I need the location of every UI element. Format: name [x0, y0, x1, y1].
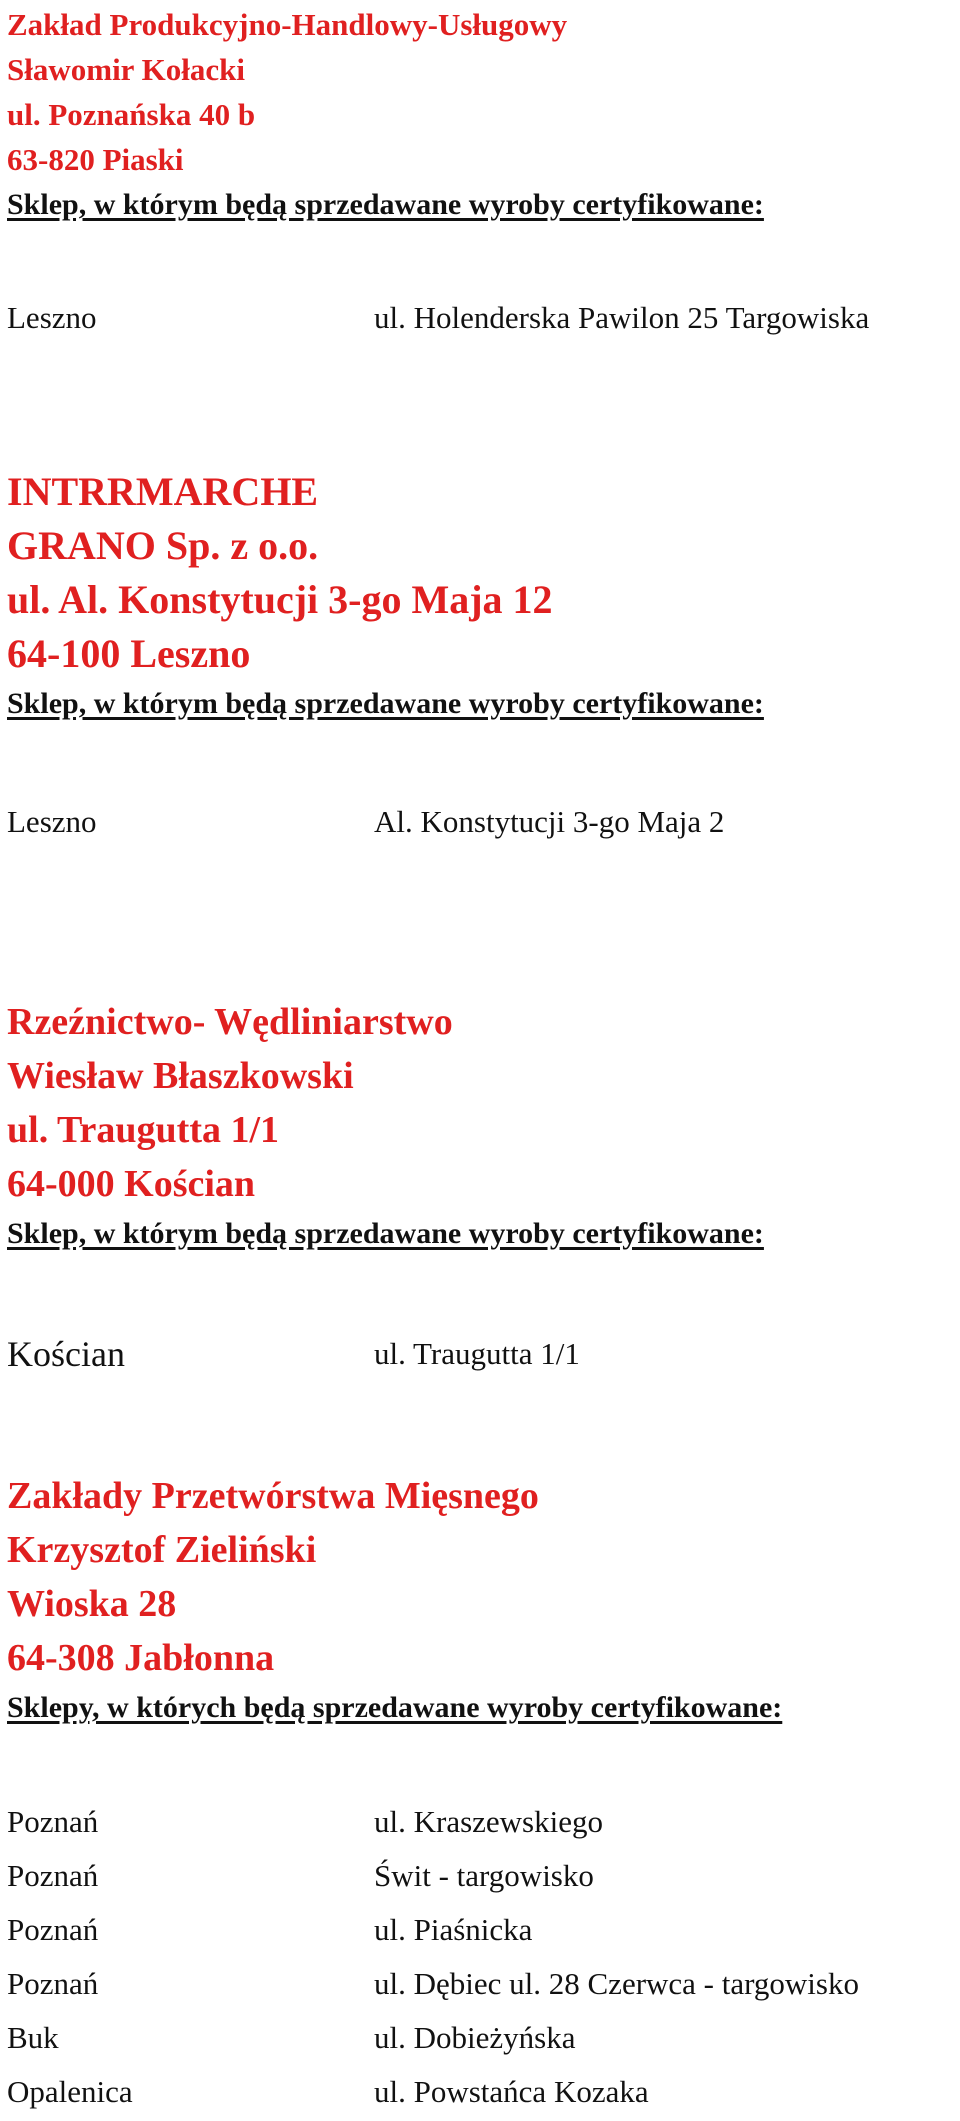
shop-address: Świt - targowisko	[374, 1858, 594, 1893]
shop-address: ul. Dobieżyńska	[374, 2020, 576, 2055]
entry-2-header	[7, 465, 947, 727]
entry-3-shop-heading: Sklep, w którym będą sprzedawane wyroby certyfikowane:	[7, 1217, 764, 1250]
shop-address: ul. Traugutta 1/1	[374, 1336, 580, 1371]
shop-address: ul. Dębiec ul. 28 Czerwca - targowisko	[374, 1966, 859, 2001]
entry-2-shop-heading: Sklep, w którym będą sprzedawane wyroby certyfikowane:	[7, 687, 764, 720]
shop-city: Opalenica	[7, 2074, 133, 2109]
entry-1-street: ul. Poznańska 40 b	[7, 97, 256, 132]
entry-4-street: Wioska 28	[7, 1583, 177, 1625]
shop-city: Buk	[7, 2020, 59, 2055]
shop-city: Kościan	[7, 1334, 125, 1374]
shop-address: ul. Powstańca Kozaka	[374, 2074, 649, 2109]
entry-3-street: ul. Traugutta 1/1	[7, 1109, 280, 1151]
shop-city: Poznań	[7, 1966, 99, 2001]
shop-address: ul. Kraszewskiego	[374, 1804, 603, 1839]
shop-address: ul. Holenderska Pawilon 25 Targowiska	[374, 300, 870, 335]
entry-3-name-line-1: Rzeźnictwo- Wędliniarstwo	[7, 1001, 453, 1043]
shop-city: Leszno	[7, 300, 97, 335]
shop-city: Leszno	[7, 804, 97, 839]
entry-2-name-line-2: GRANO Sp. z o.o.	[7, 523, 319, 568]
entry-4-postal-city: 64-308 Jabłonna	[7, 1637, 275, 1679]
entry-2-postal-city: 64-100 Leszno	[7, 631, 251, 676]
entry-1-name-line-2: Sławomir Kołacki	[7, 52, 245, 87]
entry-1-header	[7, 2, 947, 228]
entry-4-header	[7, 1469, 947, 1731]
entry-3-name-line-2: Wiesław Błaszkowski	[7, 1055, 354, 1097]
entry-2-name-line-1: INTRRMARCHE	[7, 469, 319, 514]
entry-1-shop-heading: Sklep, w którym będą sprzedawane wyroby certyfikowane:	[7, 188, 764, 221]
shop-city: Poznań	[7, 1912, 99, 1947]
entry-2-street: ul. Al. Konstytucji 3-go Maja 12	[7, 577, 553, 622]
entry-1-name-line-1: Zakład Produkcyjno-Handlowy-Usługowy	[7, 7, 568, 42]
entry-1-postal-city: 63-820 Piaski	[7, 142, 184, 177]
entry-3-header	[7, 995, 947, 1257]
entry-3-postal-city: 64-000 Kościan	[7, 1163, 256, 1205]
shop-city: Poznań	[7, 1804, 99, 1839]
shop-city: Poznań	[7, 1858, 99, 1893]
shop-address: ul. Piaśnicka	[374, 1912, 533, 1947]
entry-4-name-line-1: Zakłady Przetwórstwa Mięsnego	[7, 1475, 539, 1517]
entry-4-shop-heading: Sklepy, w których będą sprzedawane wyroby certyfikowane:	[7, 1691, 783, 1724]
shop-address: Al. Konstytucji 3-go Maja 2	[374, 804, 725, 839]
entry-4-name-line-2: Krzysztof Zieliński	[7, 1529, 317, 1571]
